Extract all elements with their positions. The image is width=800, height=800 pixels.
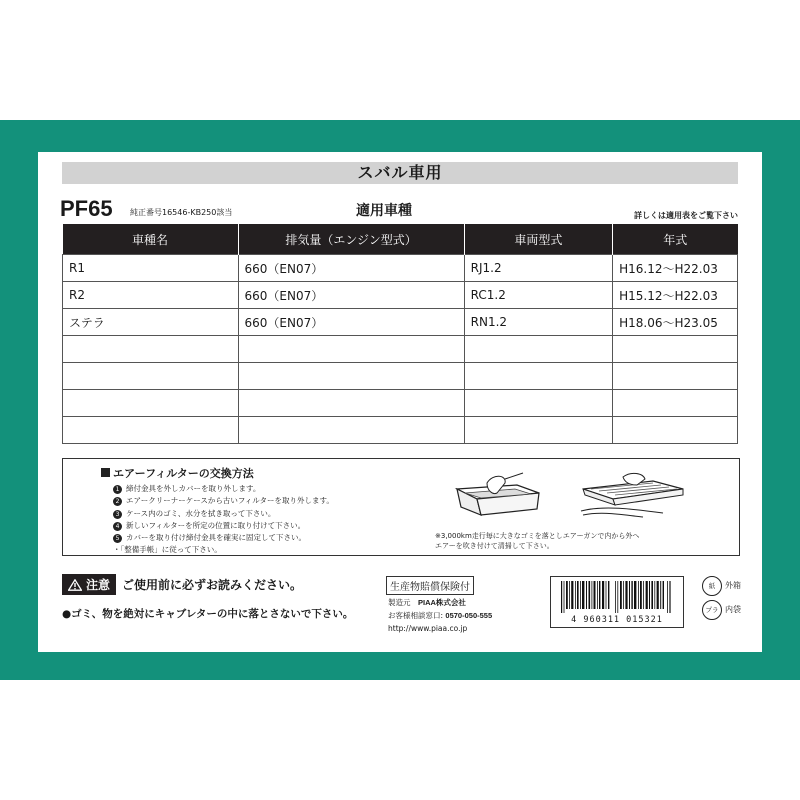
cell: [238, 336, 464, 363]
table-row: [63, 255, 738, 282]
table-header-row: [63, 224, 738, 255]
title-bar: スバル車用: [62, 162, 738, 184]
section-title: 適用車種: [356, 203, 412, 219]
cell: R2: [63, 282, 239, 309]
barcode-bars: [551, 577, 683, 615]
cell: [464, 390, 613, 417]
carburetor-warning: ●ゴミ、物を絶対にキャブレターの中に落とさないで下さい。: [62, 608, 354, 620]
maker-info: [388, 596, 492, 635]
cell: RJ1.2: [464, 255, 613, 282]
cell: [464, 417, 613, 444]
barcode: [550, 576, 684, 628]
cell: [613, 390, 738, 417]
step-number-5: 5: [113, 534, 122, 543]
step-number-3: 3: [113, 510, 122, 519]
caution-headline: ご使用前に必ずお読みください。: [122, 578, 303, 592]
contact-line: お客様相談窓口: 0570-050-555: [388, 611, 493, 620]
step-item: 3 ケース内のゴミ、水分を拭き取って下さい。: [113, 508, 334, 520]
cell: H15.12〜H22.03: [613, 282, 738, 309]
header-vehicle-type: 車両型式: [464, 224, 613, 255]
replacement-method-box: [62, 458, 740, 556]
step-item: 5 カバーを取り付け締付金具を確実に固定して下さい。: [113, 532, 334, 544]
paper-recycle-mark: 紙 外箱: [702, 574, 741, 598]
cell: 660（EN07）: [238, 282, 464, 309]
warning-triangle-icon: [68, 579, 82, 591]
plastic-recycle-icon: プラ: [702, 600, 722, 620]
step-item: 2 エアークリーナーケースから古いフィルターを取り外します。: [113, 495, 334, 507]
cell: RC1.2: [464, 282, 613, 309]
caution-label: 注意: [62, 574, 116, 595]
table-row: [63, 309, 738, 336]
cell: H16.12〜H22.03: [613, 255, 738, 282]
cell: 660（EN07）: [238, 255, 464, 282]
paper-recycle-icon: 紙: [702, 576, 722, 596]
cell: H18.06〜H23.05: [613, 309, 738, 336]
cell: [63, 417, 239, 444]
cell: [238, 363, 464, 390]
table-row: [63, 363, 738, 390]
step-number-1: 1: [113, 485, 122, 494]
header-year: 年式: [613, 224, 738, 255]
method-steps: [113, 483, 334, 557]
see-table-note: 詳しくは適用表をご覧下さい: [634, 211, 738, 220]
step-footnote: ・「整備手帳」に従って下さい。: [113, 545, 222, 555]
insurance-badge: 生産物賠償保険付: [386, 576, 474, 595]
table-row: [63, 390, 738, 417]
step-item: 4 新しいフィルターを所定の位置に取り付けて下さい。: [113, 520, 334, 532]
plastic-recycle-mark: プラ 内袋: [702, 598, 741, 622]
cell: [238, 417, 464, 444]
cell: RN1.2: [464, 309, 613, 336]
cell: [464, 336, 613, 363]
cell: ステラ: [63, 309, 239, 336]
step-number-2: 2: [113, 497, 122, 506]
cell: 660（EN07）: [238, 309, 464, 336]
cell: [63, 390, 239, 417]
recycle-marks: [702, 574, 741, 622]
package-label: [38, 152, 762, 652]
cell: [613, 363, 738, 390]
table-row: [63, 282, 738, 309]
cell: [63, 336, 239, 363]
cleaning-tip: ※3,000km走行毎に大きなゴミを落としエアーガンで内から外へ エアーを吹き付けて清掃して下さい。: [435, 532, 640, 550]
product-code: PF65: [60, 196, 113, 221]
step-number-4: 4: [113, 522, 122, 531]
table-row: [63, 336, 738, 363]
filter-cleaning-illustration: [573, 471, 693, 521]
cell: R1: [63, 255, 239, 282]
cell: [238, 390, 464, 417]
filter-case-illustration: [447, 471, 547, 523]
caution-header: [62, 574, 302, 595]
cell: [464, 363, 613, 390]
header-displacement: 排気量（エンジン型式）: [238, 224, 464, 255]
barcode-number: 4 960311 015321: [571, 615, 663, 625]
step-item: 1 締付金具を外しカバーを取り外します。: [113, 483, 334, 495]
table-row: [63, 417, 738, 444]
cell: [63, 363, 239, 390]
application-table: [62, 224, 738, 444]
maker-url: http://www.piaa.co.jp: [388, 624, 468, 633]
cell: [613, 417, 738, 444]
header-model: 車種名: [63, 224, 239, 255]
oem-part-note: 純正番号16546-KB250該当: [130, 208, 233, 217]
method-title: エアーフィルターの交換方法: [101, 465, 254, 481]
square-bullet-icon: [101, 468, 110, 477]
maker-line: 製造元 PIAA株式会社: [388, 598, 466, 607]
cell: [613, 336, 738, 363]
